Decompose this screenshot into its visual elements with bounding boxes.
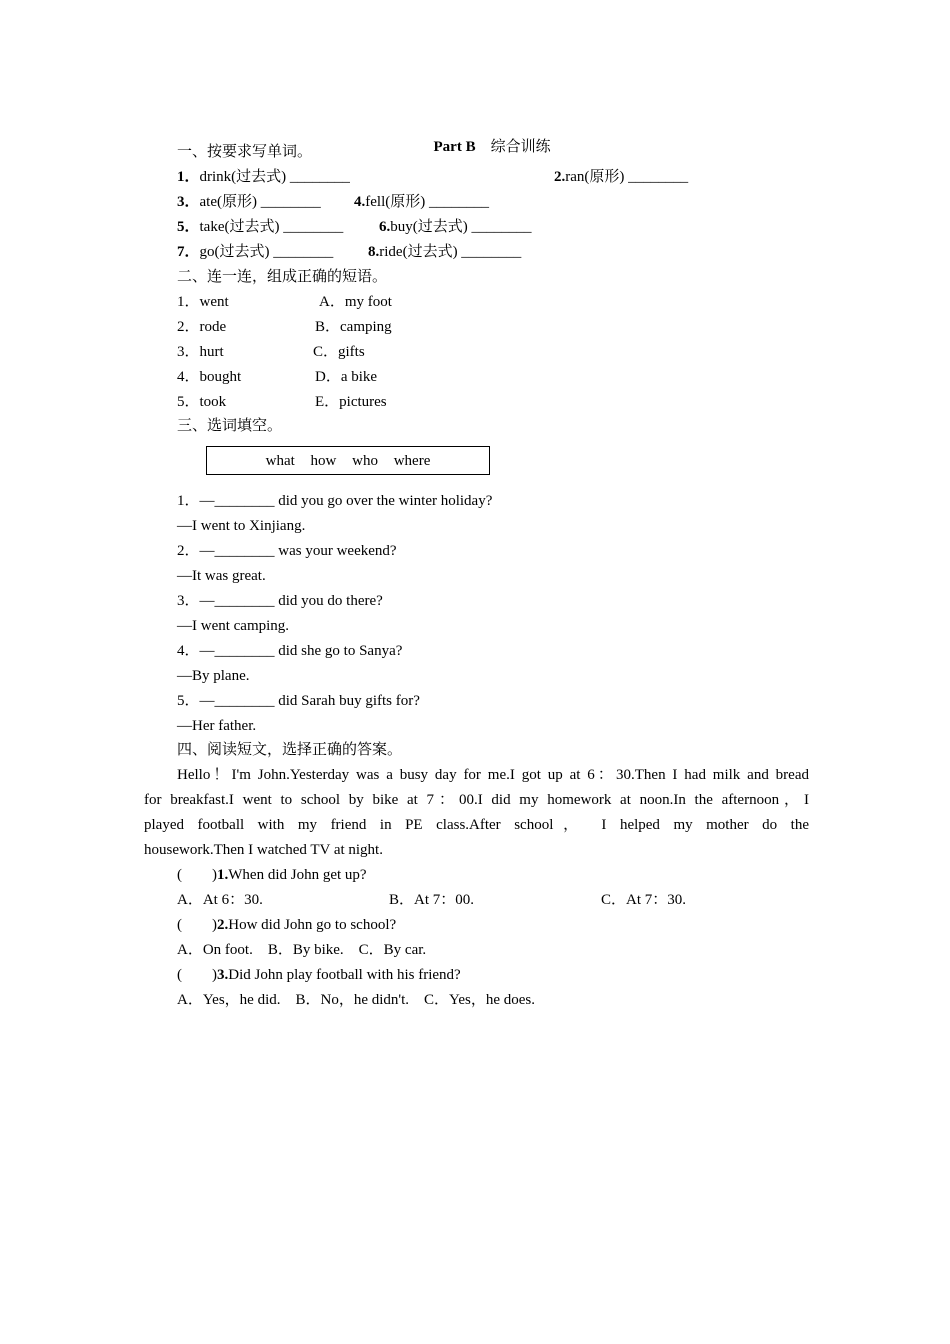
- q2-options: A．On foot. B．By bike. C．By car.: [177, 942, 427, 958]
- q1-option-c: C．At 7：30.: [601, 892, 687, 908]
- s1-item-1: 1．drink(过去式) ________: [177, 169, 350, 185]
- word-what: what: [265, 453, 295, 469]
- s2-right-2: B．camping: [315, 319, 392, 335]
- passage-line-1: Hello！I'm John.Yesterday was a busy day for me.I got up at 6：30.Then I had milk and bread: [177, 767, 809, 783]
- passage-line-2: for breakfast.I went to school by bike at 7：00.I did my homework at noon.In the afternoon，I: [144, 792, 809, 808]
- s2-left-1: 1．went: [177, 294, 229, 310]
- title-subject: 综合训练: [490, 139, 551, 155]
- passage-line-4: housework.Then I watched TV at night.: [144, 842, 383, 858]
- s3-a1: —I went to Xinjiang.: [177, 518, 306, 534]
- s3-q2: 2．—________ was your weekend?: [177, 543, 397, 559]
- section3-heading: 三、选词填空。: [177, 418, 283, 434]
- s3-q1: 1．—________ did you go over the winter holiday?: [177, 493, 493, 509]
- s3-q3: 3．—________ did you do there?: [177, 593, 383, 609]
- s2-left-5: 5．took: [177, 394, 227, 410]
- word-who: who: [352, 453, 378, 469]
- s2-right-3: C．gifts: [313, 344, 365, 360]
- q1-option-a: A．At 6：30.: [177, 892, 263, 908]
- s3-a2: —It was great.: [177, 568, 266, 584]
- q3-options: A．Yes，he did. B．No，he didn't. C．Yes，he does.: [177, 992, 536, 1008]
- section1-heading: 一、按要求写单词。: [177, 144, 313, 160]
- section2-heading: 二、连一连，组成正确的短语。: [177, 269, 388, 285]
- page-title: [426, 117, 551, 157]
- s1-item-6: 6.buy(过去式) ________: [379, 219, 532, 235]
- s2-right-1: A．my foot: [319, 294, 392, 310]
- s1-item-5: 5．take(过去式) ________: [177, 219, 344, 235]
- word-where: where: [393, 453, 431, 469]
- s1-item-3: 3．ate(原形) ________: [177, 194, 321, 210]
- question-1: ( )1.When did John get up?: [177, 867, 367, 883]
- title-part: Part B: [433, 139, 476, 155]
- s2-right-4: D．a bike: [315, 369, 378, 385]
- word-bank-box: [206, 446, 490, 475]
- s2-left-4: 4．bought: [177, 369, 242, 385]
- s3-q4: 4．—________ did she go to Sanya?: [177, 643, 403, 659]
- s3-a4: —By plane.: [177, 668, 250, 684]
- answer-paren: ( ): [177, 967, 217, 983]
- answer-paren: ( ): [177, 867, 217, 883]
- word-how: how: [310, 453, 337, 469]
- s1-item-7: 7．go(过去式) ________: [177, 244, 334, 260]
- word-bank: [207, 451, 489, 471]
- s1-item-4: 4.fell(原形) ________: [354, 194, 489, 210]
- s3-a5: —Her father.: [177, 718, 257, 734]
- s1-item-2: 2.ran(原形) ________: [554, 169, 689, 185]
- s2-left-2: 2．rode: [177, 319, 227, 335]
- q1-option-b: B．At 7：00.: [389, 892, 475, 908]
- s2-right-5: E．pictures: [315, 394, 387, 410]
- question-2: ( )2.How did John go to school?: [177, 917, 397, 933]
- s3-a3: —I went camping.: [177, 618, 290, 634]
- question-3: ( )3.Did John play football with his friend?: [177, 967, 461, 983]
- answer-paren: ( ): [177, 917, 217, 933]
- passage-line-3: played football with my friend in PE class.After school， I helped my mother do the: [144, 817, 809, 833]
- section4-heading: 四、阅读短文，选择正确的答案。: [177, 742, 403, 758]
- s3-q5: 5．—________ did Sarah buy gifts for?: [177, 693, 420, 709]
- s2-left-3: 3．hurt: [177, 344, 224, 360]
- s1-item-8: 8.ride(过去式) ________: [368, 244, 522, 260]
